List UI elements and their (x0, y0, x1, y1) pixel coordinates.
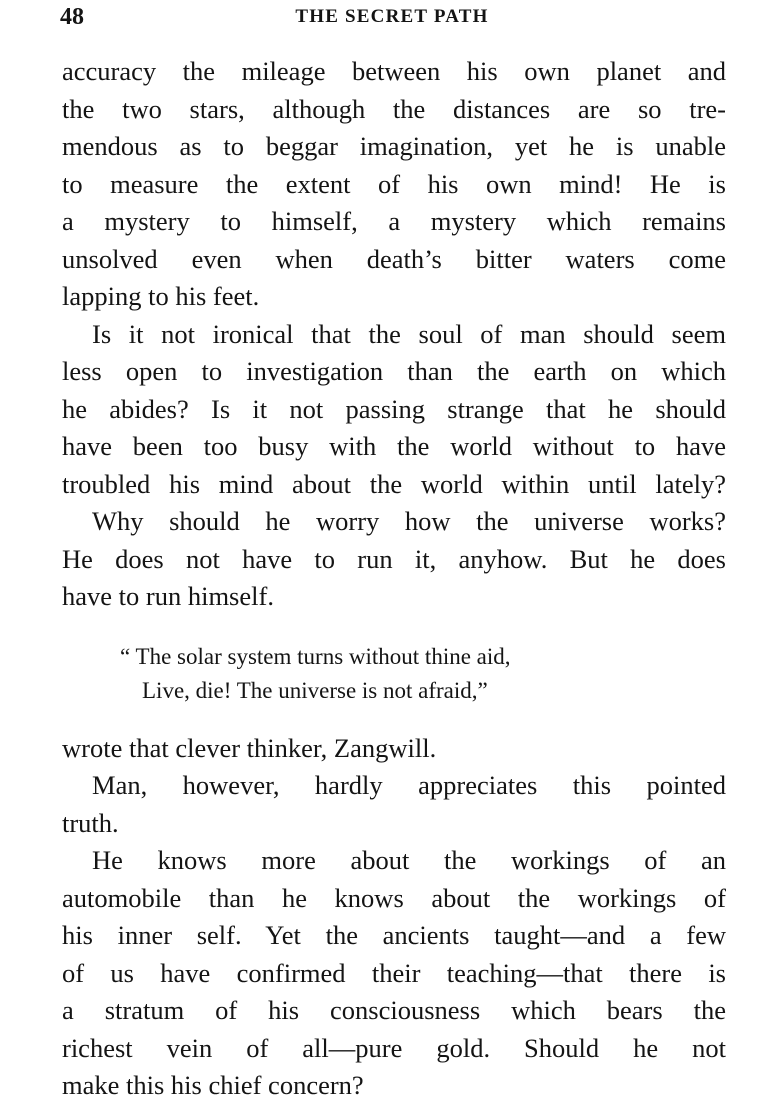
text-line: truth. (62, 807, 119, 838)
quote-line: “ The solar system turns without thine aid, (120, 643, 511, 669)
text-line: his inner self. Yet the ancients taught—and a few (62, 920, 726, 950)
text-line: he abides? Is it not passing strange that he should (62, 393, 726, 424)
text-line: He knows more about the workings of an (92, 845, 726, 875)
paragraph-5 (62, 767, 726, 842)
text-line: troubled his mind about the world within until lately? (62, 468, 726, 499)
text-line: make this his chief concern? (62, 1070, 364, 1100)
text-line: the two stars, although the distances are so tre- (62, 93, 726, 124)
page-header (60, 2, 724, 32)
text-line: richest vein of all—pure gold. Should he not (62, 1032, 726, 1063)
text-line: less open to investigation than the earth on which (62, 356, 726, 386)
paragraph-6 (62, 842, 726, 1105)
page-number: 48 (60, 4, 84, 30)
quote-line: Live, die! The universe is not afraid,” (142, 677, 488, 703)
text-line: have been too busy with the world without to have (62, 431, 726, 461)
text-line: a mystery to himself, a mystery which remains (62, 206, 726, 236)
text-line: Is it not ironical that the soul of man should seem (92, 318, 726, 349)
text-line: He does not have to run it, anyhow. But he does (62, 543, 726, 574)
text-line: Why should he worry how the universe works? (92, 506, 726, 536)
paragraph-2 (62, 316, 726, 504)
text-line: Man, however, hardly appreciates this pointed (92, 770, 726, 800)
running-title: THE SECRET PATH (295, 6, 489, 27)
text-line: a stratum of his consciousness which bears the (62, 995, 726, 1025)
paragraph-4 (62, 730, 726, 768)
paragraph-3 (62, 503, 726, 616)
text-line: accuracy the mileage between his own planet and (62, 56, 726, 86)
body-text (62, 53, 726, 1105)
text-line: have to run himself. (62, 581, 274, 611)
verse-quote (62, 640, 726, 708)
text-line: to measure the extent of his own mind! He is (62, 168, 726, 199)
text-line: of us have confirmed their teaching—that there is (62, 957, 726, 988)
text-line: unsolved even when death’s bitter waters come (62, 243, 726, 274)
text-line: lapping to his feet. (62, 281, 260, 311)
paragraph-1 (62, 53, 726, 316)
text-line: mendous as to beggar imagination, yet he is unable (62, 131, 726, 161)
text-line: automobile than he knows about the workings of (62, 882, 726, 913)
text-line: wrote that clever thinker, Zangwill. (62, 732, 437, 763)
